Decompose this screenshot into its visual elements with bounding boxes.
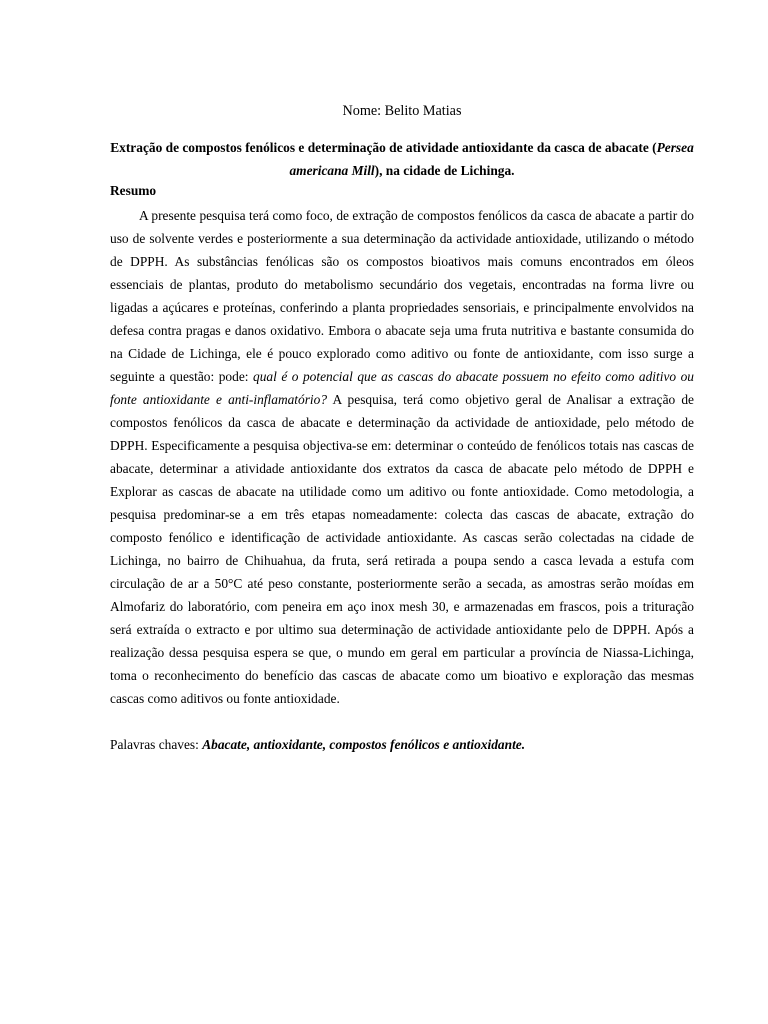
- title-species-name: Persea americana Mill: [289, 140, 694, 178]
- keywords-label: Palavras chaves:: [110, 737, 203, 752]
- document-title: [110, 136, 694, 182]
- abstract-heading: Resumo: [110, 183, 157, 198]
- abstract-text-2: A pesquisa, terá como objetivo geral de Analisar a extração de compostos fenólicos da casca de abacate e determinação da actividade de antioxidade, pelo método de DPPH. Especificamente a pesquisa objectiva-se em: determinar o conteúdo de fenólicos totais nas cascas de abacate, determinar a atividade antioxidante dos extratos da casca de abacate pelo método de DPPH e Explorar as cascas de abacate na utilidade como um aditivo ou fonte antioxidade. Como metodologia, a pesquisa predominar-se a em três etapas nomeadamente: colecta das cascas de abacate, extração do composto fenólico e identificação de actividade antioxidante. As cascas serão colectadas na cidade de Lichinga, no bairro de Chihuahua, da fruta, será retirada a poupa sendo a casca levada a estufa com circulação de ar a 50°C até peso constante, posteriormente serão a secada, as amostras serão moídas em Almofariz do laboratório, com peneira em aço inox mesh 30, e armazenadas em frascos, pois a trituração será extraída o extracto e por ultimo sua determinação de actividade antioxidante pelo de DPPH. Após a realização dessa pesquisa espera se que, o mundo em geral em particular a província de Niassa-Lichinga, toma o reconhecimento do benefício das cascas de abacate como um bioativo e exploração das mesmas cascas como aditivos ou fonte antioxidade.: [110, 392, 694, 706]
- title-text-start: Extração de compostos fenólicos e determinação de atividade antioxidante da casca de abacate (: [110, 140, 657, 155]
- title-text-end: ), na cidade de Lichinga.: [374, 163, 515, 178]
- author-name: Nome: Belito Matias: [342, 103, 462, 119]
- keywords-line: [110, 735, 694, 755]
- keywords-values: Abacate, antioxidante, compostos fenólicos e antioxidante.: [202, 737, 526, 752]
- abstract-paragraph: [110, 204, 694, 710]
- abstract-text-1: A presente pesquisa terá como foco, de extração de compostos fenólicos da casca de abacate a partir do uso de solvente verdes e posteriormente a sua determinação da actividade antioxidade, utilizando o método de DPPH. As substâncias fenólicas são os compostos bioativos mais comuns encontrados em óleos essenciais de plantas, produto do metabolismo secundário dos vegetais, encontradas na forma livre ou ligadas a açúcares e proteínas, conferindo a planta propriedades sensoriais, e principalmente envolvidos na defesa contra pragas e danos oxidativo. Embora o abacate seja uma fruta nutritiva e bastante consumida do na Cidade de Lichinga, ele é pouco explorado como aditivo ou fonte de antioxidante, com isso surge a seguinte a questão: pode:: [110, 208, 694, 384]
- research-question: qual é o potencial que as cascas do abacate possuem no efeito como aditivo ou fonte antioxidante e anti-inflamatório?: [110, 369, 694, 407]
